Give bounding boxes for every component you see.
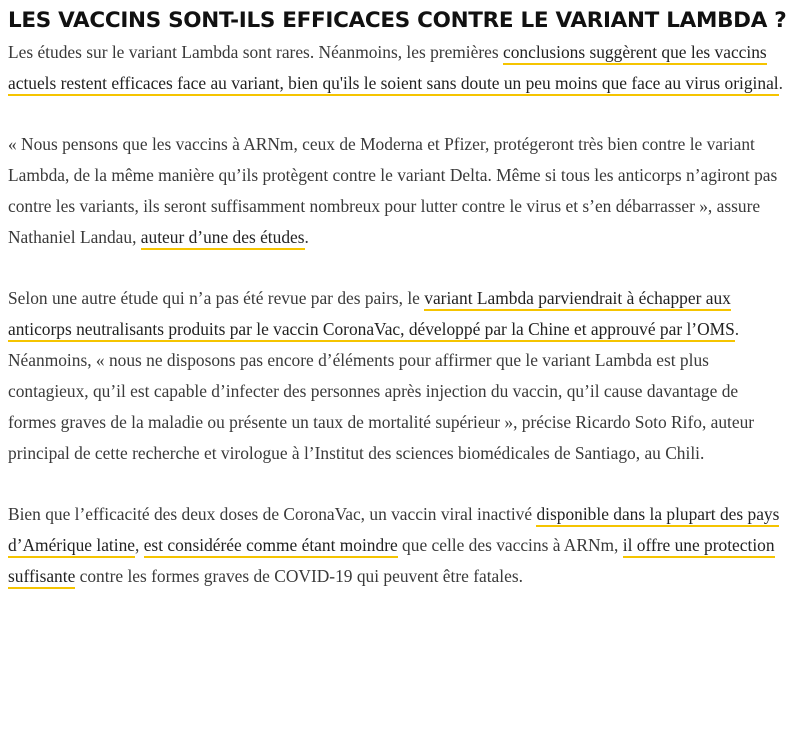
paragraph-1 [8,37,790,99]
paragraph-text: . [304,227,309,247]
paragraph-text: . Néanmoins, « nous ne disposons pas encore d’éléments pour affirmer que le variant Lambda est plus contagieux, qu’il est capable d’infecter des personnes après injection du vaccin, qu’il cause davantage de formes graves de la maladie ou présente un taux de mortalité supérieur », précise Ricardo Soto Rifo, auteur principal de cette recherche et virologue à l’Institut des sciences biomédicales de Santiago, au Chili. [8,319,755,463]
link-coronavac-availability[interactable]: disponible dans la plupart des pays d’Amérique latine [8,504,779,558]
link-coronavac-study[interactable]: variant Lambda parviendrait à échapper aux anticorps neutralisants produits par le vaccin CoronaVac, développé par la Chine et approuvé par l’OMS [8,288,735,342]
paragraph-text: Les études sur le variant Lambda sont rares. Néanmoins, les premières [8,42,503,62]
link-sufficient-protection[interactable]: il offre une protection suffisante [8,535,775,589]
paragraph-text: . [778,73,783,93]
paragraph-text: que celle des vaccins à ARNm, [397,535,623,555]
paragraph-2 [8,129,790,253]
paragraph-4 [8,499,790,592]
paragraph-text: « Nous pensons que les vaccins à ARNm, ceux de Moderna et Pfizer, protégeront très bien contre le variant Lambda, de la même manière qu’ils protègent contre le variant Delta. Même si tous les anticorps n’agiront pas contre les variants, ils seront suffisamment nombreux pour lutter contre le virus et s’en débarrasser », assure Nathaniel Landau, [8,134,778,247]
link-study-conclusions[interactable]: conclusions suggèrent que les vaccins actuels restent efficaces face au variant, bien qu'ils le soient sans doute un peu moins que face au virus original [8,42,779,96]
article-heading: LES VACCINS SONT-ILS EFFICACES CONTRE LE VARIANT LAMBDA ? [8,8,787,33]
paragraph-text: , [135,535,144,555]
paragraph-text: Bien que l’efficacité des deux doses de CoronaVac, un vaccin viral inactivé [8,504,537,524]
paragraph-text: Selon une autre étude qui n’a pas été revue par des pairs, le [8,288,425,308]
link-study-author[interactable]: auteur d’une des études [141,227,305,250]
paragraph-text: contre les formes graves de COVID-19 qui peuvent être fatales. [75,566,523,586]
paragraph-3 [8,283,790,469]
link-coronavac-efficacy[interactable]: est considérée comme étant moindre [144,535,398,558]
